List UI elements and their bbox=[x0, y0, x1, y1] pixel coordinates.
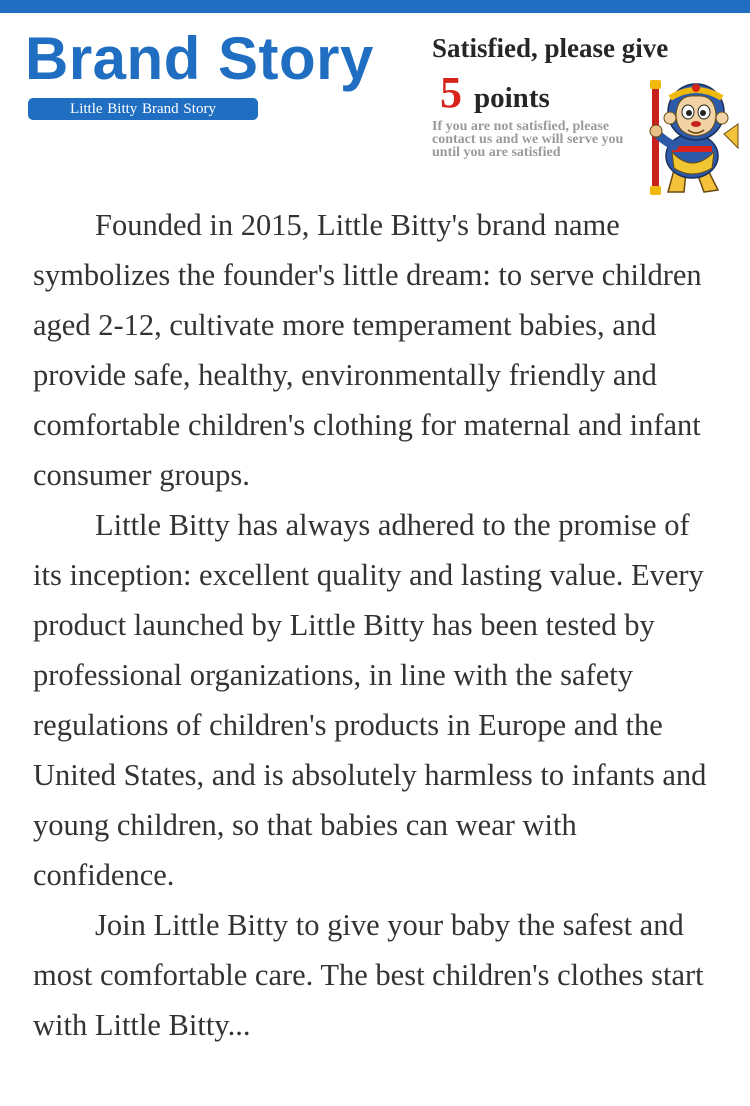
page-title: Brand Story bbox=[25, 25, 374, 92]
rating-score-suffix: points bbox=[474, 82, 550, 114]
story-paragraph: Join Little Bitty to give your baby the safest and most comfortable care. The best children's clothes start with Little Bitty... bbox=[33, 908, 704, 1042]
rating-score: 5 bbox=[440, 68, 462, 117]
story-paragraph: Little Bitty has always adhered to the promise of its inception: excellent quality and lasting value. Every product launched by Little Bitty has been tested by professional organizations, in line with the safety regulations of children's products in Europe and the United States, and is absolutely harmless to infants and young children, so that babies can wear with confidence. bbox=[33, 508, 707, 892]
story-paragraph: Founded in 2015, Little Bitty's brand name symbolizes the founder's little dream: to serve children aged 2-12, cultivate more temperament babies, and provide safe, healthy, environmentally friendly and comfortable children's clothing for maternal and infant consumer groups. bbox=[33, 208, 702, 492]
top-accent-bar bbox=[0, 0, 750, 13]
rating-note: If you are not satisfied, please contact us and we will serve you until you are satisfied bbox=[432, 119, 624, 160]
brand-story-text bbox=[33, 200, 723, 1050]
brand-subtitle-badge: Little Bitty Brand Story bbox=[28, 98, 258, 120]
rating-headline: Satisfied, please give bbox=[432, 33, 669, 63]
monkey-king-mascot-icon bbox=[638, 74, 742, 198]
